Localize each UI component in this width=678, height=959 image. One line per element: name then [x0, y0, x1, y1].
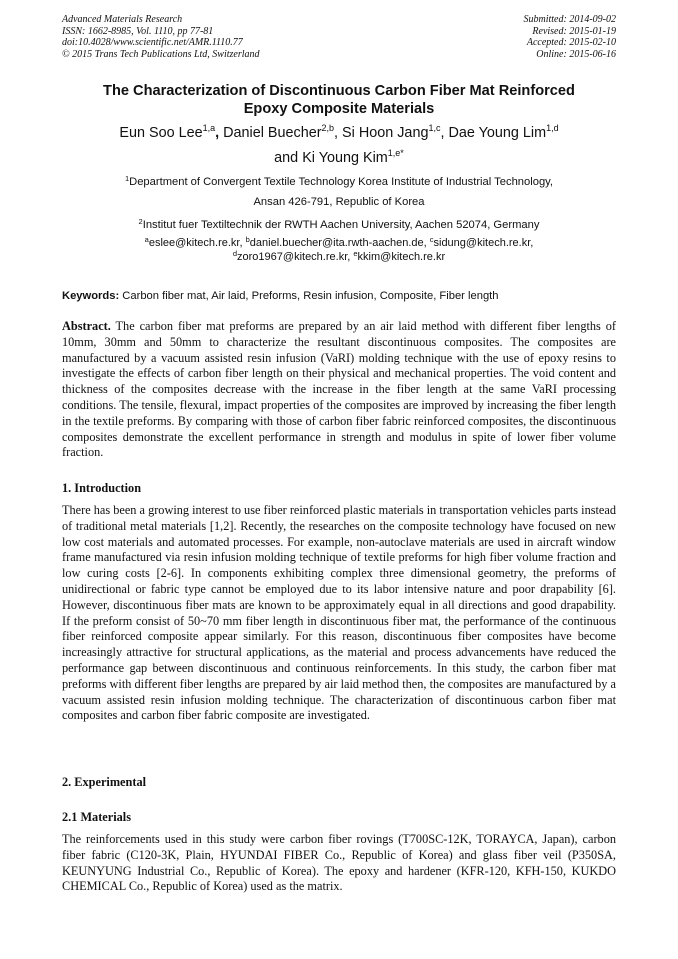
author-name: Eun Soo Lee [119, 125, 203, 141]
email-d: zoro1967@kitech.re.kr, [237, 251, 351, 263]
author-affil-sup: 1,a [202, 123, 216, 133]
affil-text: Institut fuer Textiltechnik der RWTH Aachen University, Aachen 52074, Germany [142, 219, 540, 231]
author-name: Dae Young Lim [448, 125, 547, 141]
journal-info [62, 14, 362, 60]
date-submitted: Submitted: 2014-09-02 [523, 14, 616, 25]
journal-issn: ISSN: 1662-8985, Vol. 1110, pp 77-81 [62, 25, 214, 37]
author-emails: $^a$eslee@kitech.re.kr, $^b$daniel.buecher@ita.rwth-aachen.de, $^c$sidung@kitech.re.kr, $^d$zoro1967@kitech.re.kr, $^e$kkim@kitech.re.kr [144, 235, 534, 263]
email-e: kkim@kitech.re.kr [357, 251, 446, 263]
title-line-1: The Characterization of Discontinuous Carbon Fiber Mat Reinforced [103, 83, 575, 99]
authors-line-1: Eun Soo Lee$^{1,a}$, Daniel Buecher$^{2,b}$, Si Hoon Jang$^{1,c}$, Dae Young Lim$^{1,d}$ [119, 123, 559, 141]
keywords-text: Carbon fiber mat, Air laid, Preforms, Resin infusion, Composite, Fiber length [119, 290, 499, 302]
journal-copyright: © 2015 Trans Tech Publications Ltd, Switzerland [62, 48, 260, 60]
abstract-label: Abstract. [62, 319, 111, 333]
subsection-heading: 2.1 Materials [62, 810, 131, 824]
author-affil-sup: 2,b [321, 123, 335, 133]
keywords [62, 289, 616, 303]
abstract-text: The carbon fiber mat preforms are prepared by an air laid method with different fiber lengths of 10mm, 30mm and 50mm to characterize the resultant discontinuous composites. The composites are manufactured by a vacuum assisted resin infusion (VaRI) molding technique with the use of epoxy resins to investigate the effects of carbon fiber length on their physical and mechanical properties. The void content and thickness of the composites decrease with the increase in the fiber length at the same VaRI processing conditions. The tensile, flexural, impact properties of the composites are improved by increasing the fiber length in the textile preforms. By comparing with those of carbon fiber fabric reinforced composites, the discontinuous composites demonstrate the excellent performance in strength and modulus in spite of lower fiber volume fraction. [62, 319, 616, 460]
materials-text: The reinforcements used in this study were carbon fiber rovings (T700SC-12K, TORAYCA, Japan), carbon fiber fabric (C120-3K, Plain, HYUNDAI FIBER Co., Republic of Korea) and glass fiber veil (P350SA, KEUNYUNG Industrial Co., Republic of Korea). The epoxy and hardener (KFR-120, KFH-150, KUKDO CHEMICAL Co., Republic of Korea) used as the matrix. [62, 832, 616, 894]
email-c: sidung@kitech.re.kr, [433, 237, 534, 249]
author-affil-sup: 1,c [428, 123, 441, 133]
affil-sup: 1 [124, 174, 130, 183]
authors-line-2 [62, 146, 616, 171]
affil-sup: 2 [138, 217, 143, 226]
affiliation-2 [62, 215, 616, 235]
author-name: Ki Young Kim [302, 150, 388, 166]
date-revised: Revised: 2015-01-19 [532, 25, 616, 37]
author-name: Daniel Buecher [223, 125, 322, 141]
date-accepted: Accepted: 2015-02-10 [526, 37, 616, 49]
section-heading: 1. Introduction [62, 481, 142, 495]
email-a: eslee@kitech.re.kr, [148, 237, 243, 249]
journal-name: Advanced Materials Research [62, 14, 183, 25]
email-b: daniel.buecher@ita.rwth-aachen.de, [249, 237, 427, 249]
author-conjunction: and [274, 150, 299, 166]
affil-text: Ansan 426-791, Republic of Korea [253, 196, 425, 208]
title-line-2: Epoxy Composite Materials [243, 101, 435, 117]
author-affil-sup: 1,d [546, 123, 559, 133]
abstract [62, 319, 616, 461]
affiliation-1 [62, 172, 616, 212]
date-online: Online: 2015-06-16 [536, 48, 616, 60]
affil-text: Department of Convergent Textile Technology Korea Institute of Industrial Technology, [129, 176, 554, 188]
submission-dates [416, 14, 616, 60]
introduction-text: There has been a growing interest to use fiber reinforced plastic materials in transportation vehicles parts instead of traditional metal materials [1,2]. Recently, the researches on the composite technology have focused on new low cost materials and automated processes. For example, non-autoclave materials are used in aircraft window frame manufactured via resin infusion molding technique of textile preforms for high fiber volume fraction and low curing costs [2-6]. In components exhibiting complex three dimensional geometry, the preforms of unidirectional or fabric type cannot be employed due to its labor intensive nature and poor drapability [6]. However, discontinuous fiber mats are known to be approximately equal in all directions and good drapability. If the preform consist of 50~70 mm fiber length in discontinuous fiber mat, the performance of the continuous fiber reinforced composite appear similarly. For this reason, discontinuous fiber composites have become increasingly attractive for structural applications, as the material and process advancements have reduced the performance gap between discontinuous and continuous reinforcements. In this study, the carbon fiber mat preforms with different fiber lengths are prepared by air laid method then, the composites are manufactured by a vacuum assisted resin infusion molding technique. The characterization of discontinuous carbon fiber mat composites and carbon fiber fabric composite are investigated. [62, 503, 616, 723]
author-list [62, 121, 616, 171]
paper-title [62, 82, 616, 118]
author-name: Si Hoon Jang [342, 125, 429, 141]
author-affil-sup: 1,e* [387, 148, 404, 158]
journal-doi: doi:10.4028/www.scientific.net/AMR.1110.77 [62, 37, 243, 49]
section-heading: 2. Experimental [62, 775, 147, 789]
keywords-label: Keywords: [62, 290, 120, 302]
